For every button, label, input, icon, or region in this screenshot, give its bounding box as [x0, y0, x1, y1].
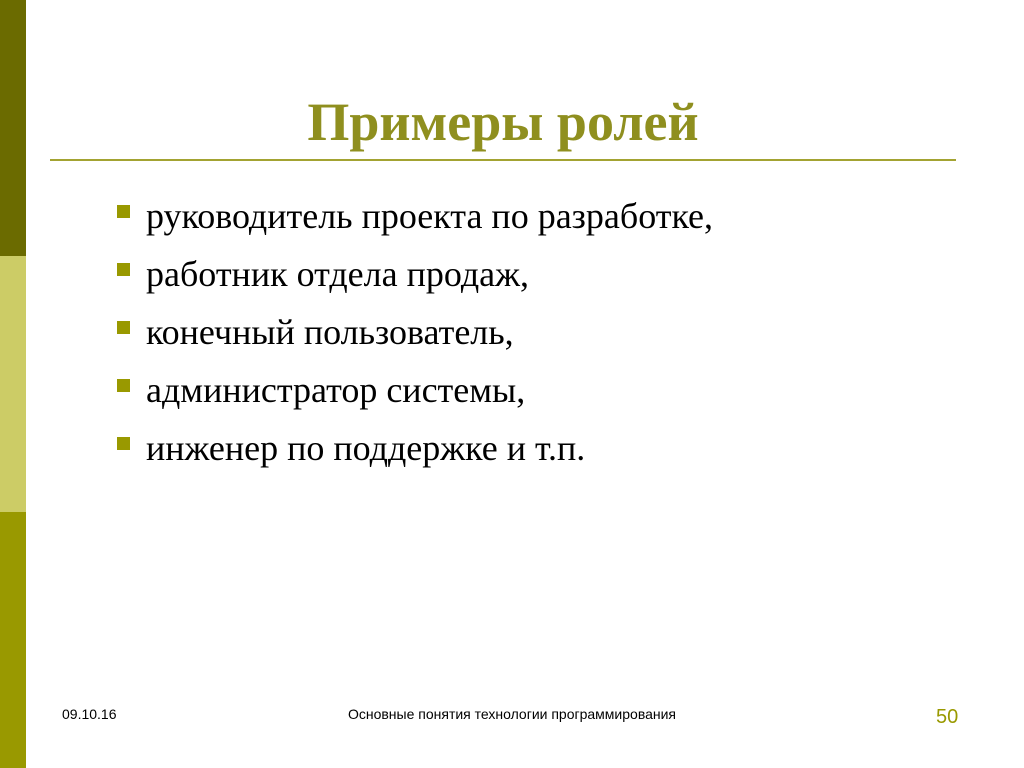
page-number: 50	[936, 706, 959, 728]
square-bullet-icon	[117, 437, 130, 450]
bullet-item	[117, 306, 713, 364]
square-bullet-icon	[117, 379, 130, 392]
square-bullet-icon	[117, 205, 130, 218]
bullet-text: администратор системы,	[146, 370, 526, 410]
bullet-text: руководитель проекта по разработке,	[146, 196, 714, 236]
bullet-list	[117, 190, 713, 480]
sidebar-band-top	[0, 0, 26, 256]
sidebar-band-middle	[0, 256, 26, 512]
square-bullet-icon	[117, 321, 130, 334]
slide-title: Примеры ролей	[307, 92, 699, 152]
footer-title: Основные понятия технологии программирования	[347, 706, 677, 722]
bullet-item	[117, 248, 713, 306]
bullet-item	[117, 422, 713, 480]
sidebar-band-bottom	[0, 512, 26, 768]
square-bullet-icon	[117, 263, 130, 276]
bullet-item	[117, 364, 713, 422]
footer-date: 09.10.16	[62, 706, 117, 722]
title-divider	[50, 159, 956, 161]
bullet-item	[117, 190, 713, 248]
bullet-text: работник отдела продаж,	[146, 254, 529, 294]
bullet-text: конечный пользователь,	[146, 312, 514, 352]
bullet-text: инженер по поддержке и т.п.	[146, 428, 586, 468]
